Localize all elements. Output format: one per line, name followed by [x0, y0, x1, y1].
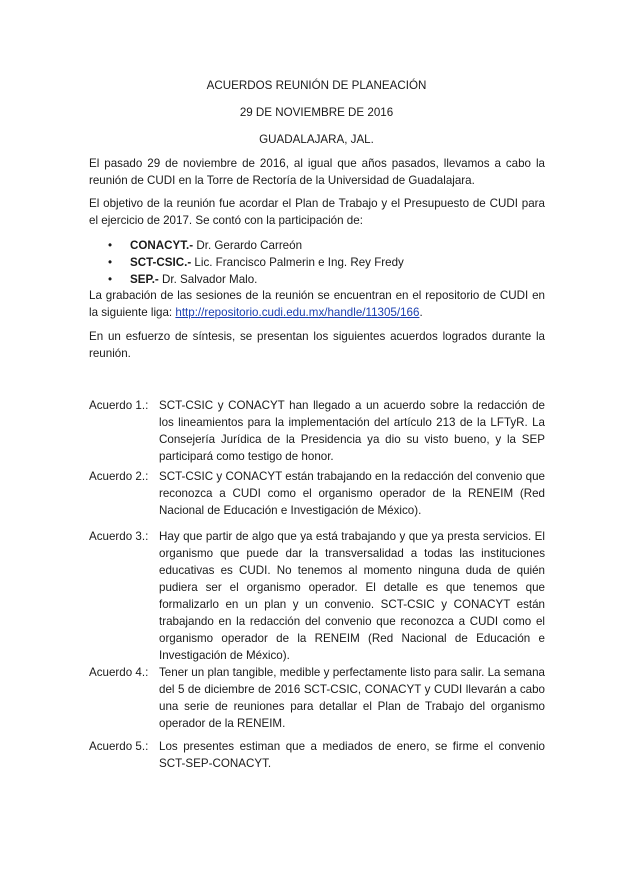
recording-text: La grabación de las sesiones de la reunión se encuentran en el repositorio de CUDI en la siguiente liga: — [89, 289, 545, 319]
acuerdo-text: SCT-CSIC y CONACYT están trabajando en la redacción del convenio que reconozca a CUDI como el organismo operador de la RENEIM (Red Nacional de Educación e Investigación de México). — [159, 470, 545, 517]
intro-paragraph — [89, 155, 545, 189]
participants-list — [108, 237, 548, 288]
acuerdo-text: Los presentes estiman que a mediados de enero, se firme el convenio SCT-SEP-CONACYT. — [159, 740, 545, 770]
participant-names: Dr. Salvador Malo. — [158, 273, 258, 286]
participant-org: SCT-CSIC.- — [130, 256, 192, 269]
participant-org: CONACYT.- — [130, 239, 194, 252]
document-title: ACUERDOS REUNIÓN DE PLANEACIÓN — [206, 79, 427, 92]
acuerdo-5 — [89, 738, 545, 772]
synthesis-paragraph — [89, 328, 545, 362]
acuerdo-text: Hay que partir de algo que ya está trabajando y que ya presta servicios. El organismo que puede dar la transversalidad a todas las instituciones educativas es CUDI. No tenemos al momento ninguna duda de quién pudiera ser el organismo operador. El detalle es que tenemos que formalizarlo en un plan y un convenio. SCT-CSIC y CONACYT están trabajando en la redacción del convenio que reconozca a CUDI como el organismo operador de la RENEIM (Red Nacional de Educación e Investigación de México). — [159, 530, 545, 662]
acuerdo-text: Tener un plan tangible, medible y perfectamente listo para salir. La semana del 5 de diciembre de 2016 SCT-CSIC, CONACYT y CUDI llevarán a cabo una serie de reuniones para detallar el Plan de Trabajo del organismo operador de la RENEIM. — [159, 666, 545, 730]
list-item — [108, 271, 548, 288]
acuerdo-label: Acuerdo 4.: — [89, 666, 149, 679]
acuerdo-2 — [89, 468, 545, 519]
acuerdo-label: Acuerdo 2.: — [89, 470, 149, 483]
list-item — [108, 237, 548, 254]
acuerdo-3 — [89, 528, 545, 664]
intro-text: El pasado 29 de noviembre de 2016, al igual que años pasados, llevamos a cabo la reunión de CUDI en la Torre de Rectoría de la Universidad de Guadalajara. — [89, 157, 545, 187]
acuerdo-label: Acuerdo 1.: — [89, 399, 149, 412]
recording-suffix: . — [419, 306, 423, 319]
acuerdo-label: Acuerdo 5.: — [89, 740, 149, 753]
acuerdo-4 — [89, 664, 545, 732]
meeting-place: GUADALAJARA, JAL. — [259, 133, 374, 146]
bullet-icon: • — [108, 239, 113, 252]
objective-text: El objetivo de la reunión fue acordar el Plan de Trabajo y el Presupuesto de CUDI para el ejercicio de 2017. Se contó con la participación de: — [89, 197, 545, 227]
participant-org: SEP.- — [130, 273, 159, 286]
list-item — [108, 254, 548, 271]
acuerdo-text: SCT-CSIC y CONACYT han llegado a un acuerdo sobre la redacción de los lineamientos para la implementación del artículo 213 de la LFTyR. La Consejería Jurídica de la Presidencia ya dio su visto bueno, y la SEP participará como testigo de honor. — [159, 399, 545, 463]
participant-names: Lic. Francisco Palmerin e Ing. Rey Fredy — [191, 256, 404, 269]
participant-names: Dr. Gerardo Carreón — [193, 239, 303, 252]
repository-link[interactable]: http://repositorio.cudi.edu.mx/handle/11305/166 — [175, 306, 420, 319]
objective-paragraph — [89, 195, 545, 229]
recording-paragraph — [89, 287, 545, 321]
acuerdo-label: Acuerdo 3.: — [89, 530, 149, 543]
bullet-icon: • — [108, 273, 113, 286]
acuerdo-1 — [89, 397, 545, 465]
bullet-icon: • — [108, 256, 113, 269]
synthesis-text: En un esfuerzo de síntesis, se presentan los siguientes acuerdos logrados durante la reunión. — [89, 330, 545, 360]
meeting-date: 29 DE NOVIEMBRE DE 2016 — [239, 106, 394, 119]
